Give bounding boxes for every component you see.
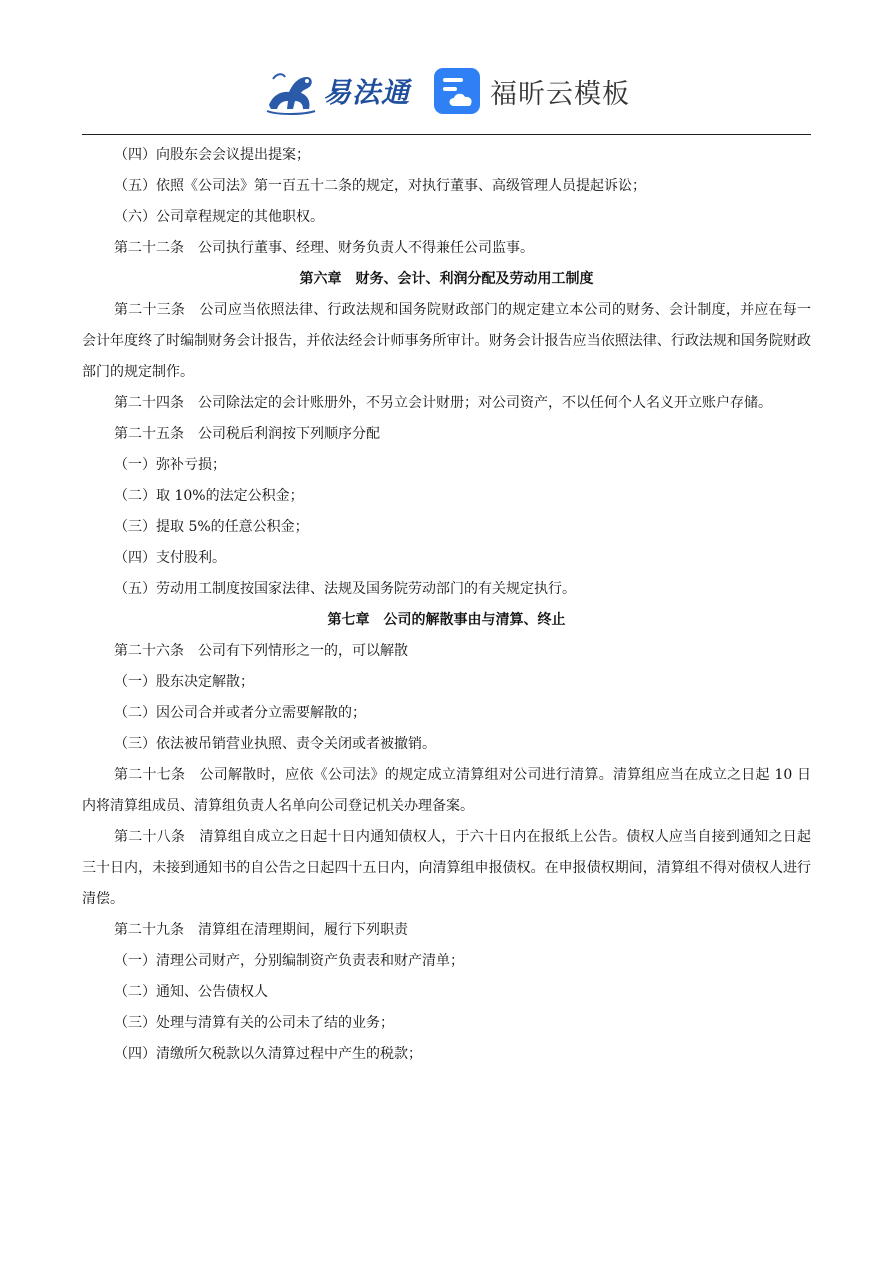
header-divider (82, 134, 811, 135)
page-header (0, 60, 893, 122)
list-item: （二）取 10%的法定公积金； (114, 488, 304, 504)
qilin-emblem-icon (263, 65, 319, 117)
article-paragraph: 第二十四条 公司除法定的会计账册外，不另立会计财册；对公司资产，不以任何个人名义开立账户存储。 (114, 395, 772, 411)
yifatong-logo-text: 易法通 (322, 76, 410, 109)
article-paragraph: 第二十九条 清算组在清理期间，履行下列职责 (114, 922, 408, 938)
list-item: （三）处理与清算有关的公司未了结的业务； (114, 1015, 394, 1031)
list-item: （二）因公司合并或者分立需要解散的； (114, 705, 366, 721)
list-item: （五）依照《公司法》第一百五十二条的规定，对执行董事、高级管理人员提起诉讼； (114, 178, 646, 194)
article-paragraph: 第二十二条 公司执行董事、经理、财务负责人不得兼任公司监事。 (114, 240, 534, 256)
yifatong-logo (263, 65, 410, 117)
list-item: （六）公司章程规定的其他职权。 (114, 209, 324, 225)
list-item: （五）劳动用工制度按国家法律、法规及国务院劳动部门的有关规定执行。 (114, 581, 576, 597)
document-body (82, 140, 811, 1070)
document-cloud-icon (432, 66, 482, 116)
list-item: （一）股东决定解散； (114, 674, 254, 690)
chapter-heading: 第七章 公司的解散事由与清算、终止 (327, 612, 566, 628)
foxit-cloud-template-text: 福昕云模板 (490, 78, 630, 110)
list-item: （一）弥补亏损； (114, 457, 226, 473)
article-paragraph: 第二十八条 清算组自成立之日起十日内通知债权人，于六十日内在报纸上公告。债权人应当自接到通知之日起三十日内，未接到通知书的自公告之日起四十五日内，向清算组申报债权。在申报债权期间，清算组不得对债权人进行清偿。 (82, 829, 811, 907)
article-paragraph: 第二十七条 公司解散时，应依《公司法》的规定成立清算组对公司进行清算。清算组应当在成立之日起 10 日内将清算组成员、清算组负责人名单向公司登记机关办理备案。 (82, 767, 811, 814)
article-paragraph: 第二十三条 公司应当依照法律、行政法规和国务院财政部门的规定建立本公司的财务、会计制度，并应在每一会计年度终了时编制财务会计报告，并依法经会计师事务所审计。财务会计报告应当依照法律、行政法规和国务院财政部门的规定制作。 (82, 302, 811, 380)
list-item: （一）清理公司财产，分别编制资产负责表和财产清单； (114, 953, 464, 969)
article-paragraph: 第二十五条 公司税后利润按下列顺序分配 (114, 426, 380, 442)
list-item: （四）清缴所欠税款以久清算过程中产生的税款； (114, 1046, 422, 1062)
list-item: （三）提取 5%的任意公积金； (114, 519, 309, 535)
article-paragraph: 第二十六条 公司有下列情形之一的，可以解散 (114, 643, 408, 659)
list-item: （三）依法被吊销营业执照、责令关闭或者被撤销。 (114, 736, 436, 752)
list-item: （四）向股东会会议提出提案； (114, 147, 310, 163)
chapter-heading: 第六章 财务、会计、利润分配及劳动用工制度 (299, 271, 594, 287)
list-item: （四）支付股利。 (114, 550, 226, 566)
list-item: （二）通知、公告债权人 (114, 984, 268, 1000)
foxit-cloud-template-logo (432, 66, 630, 116)
